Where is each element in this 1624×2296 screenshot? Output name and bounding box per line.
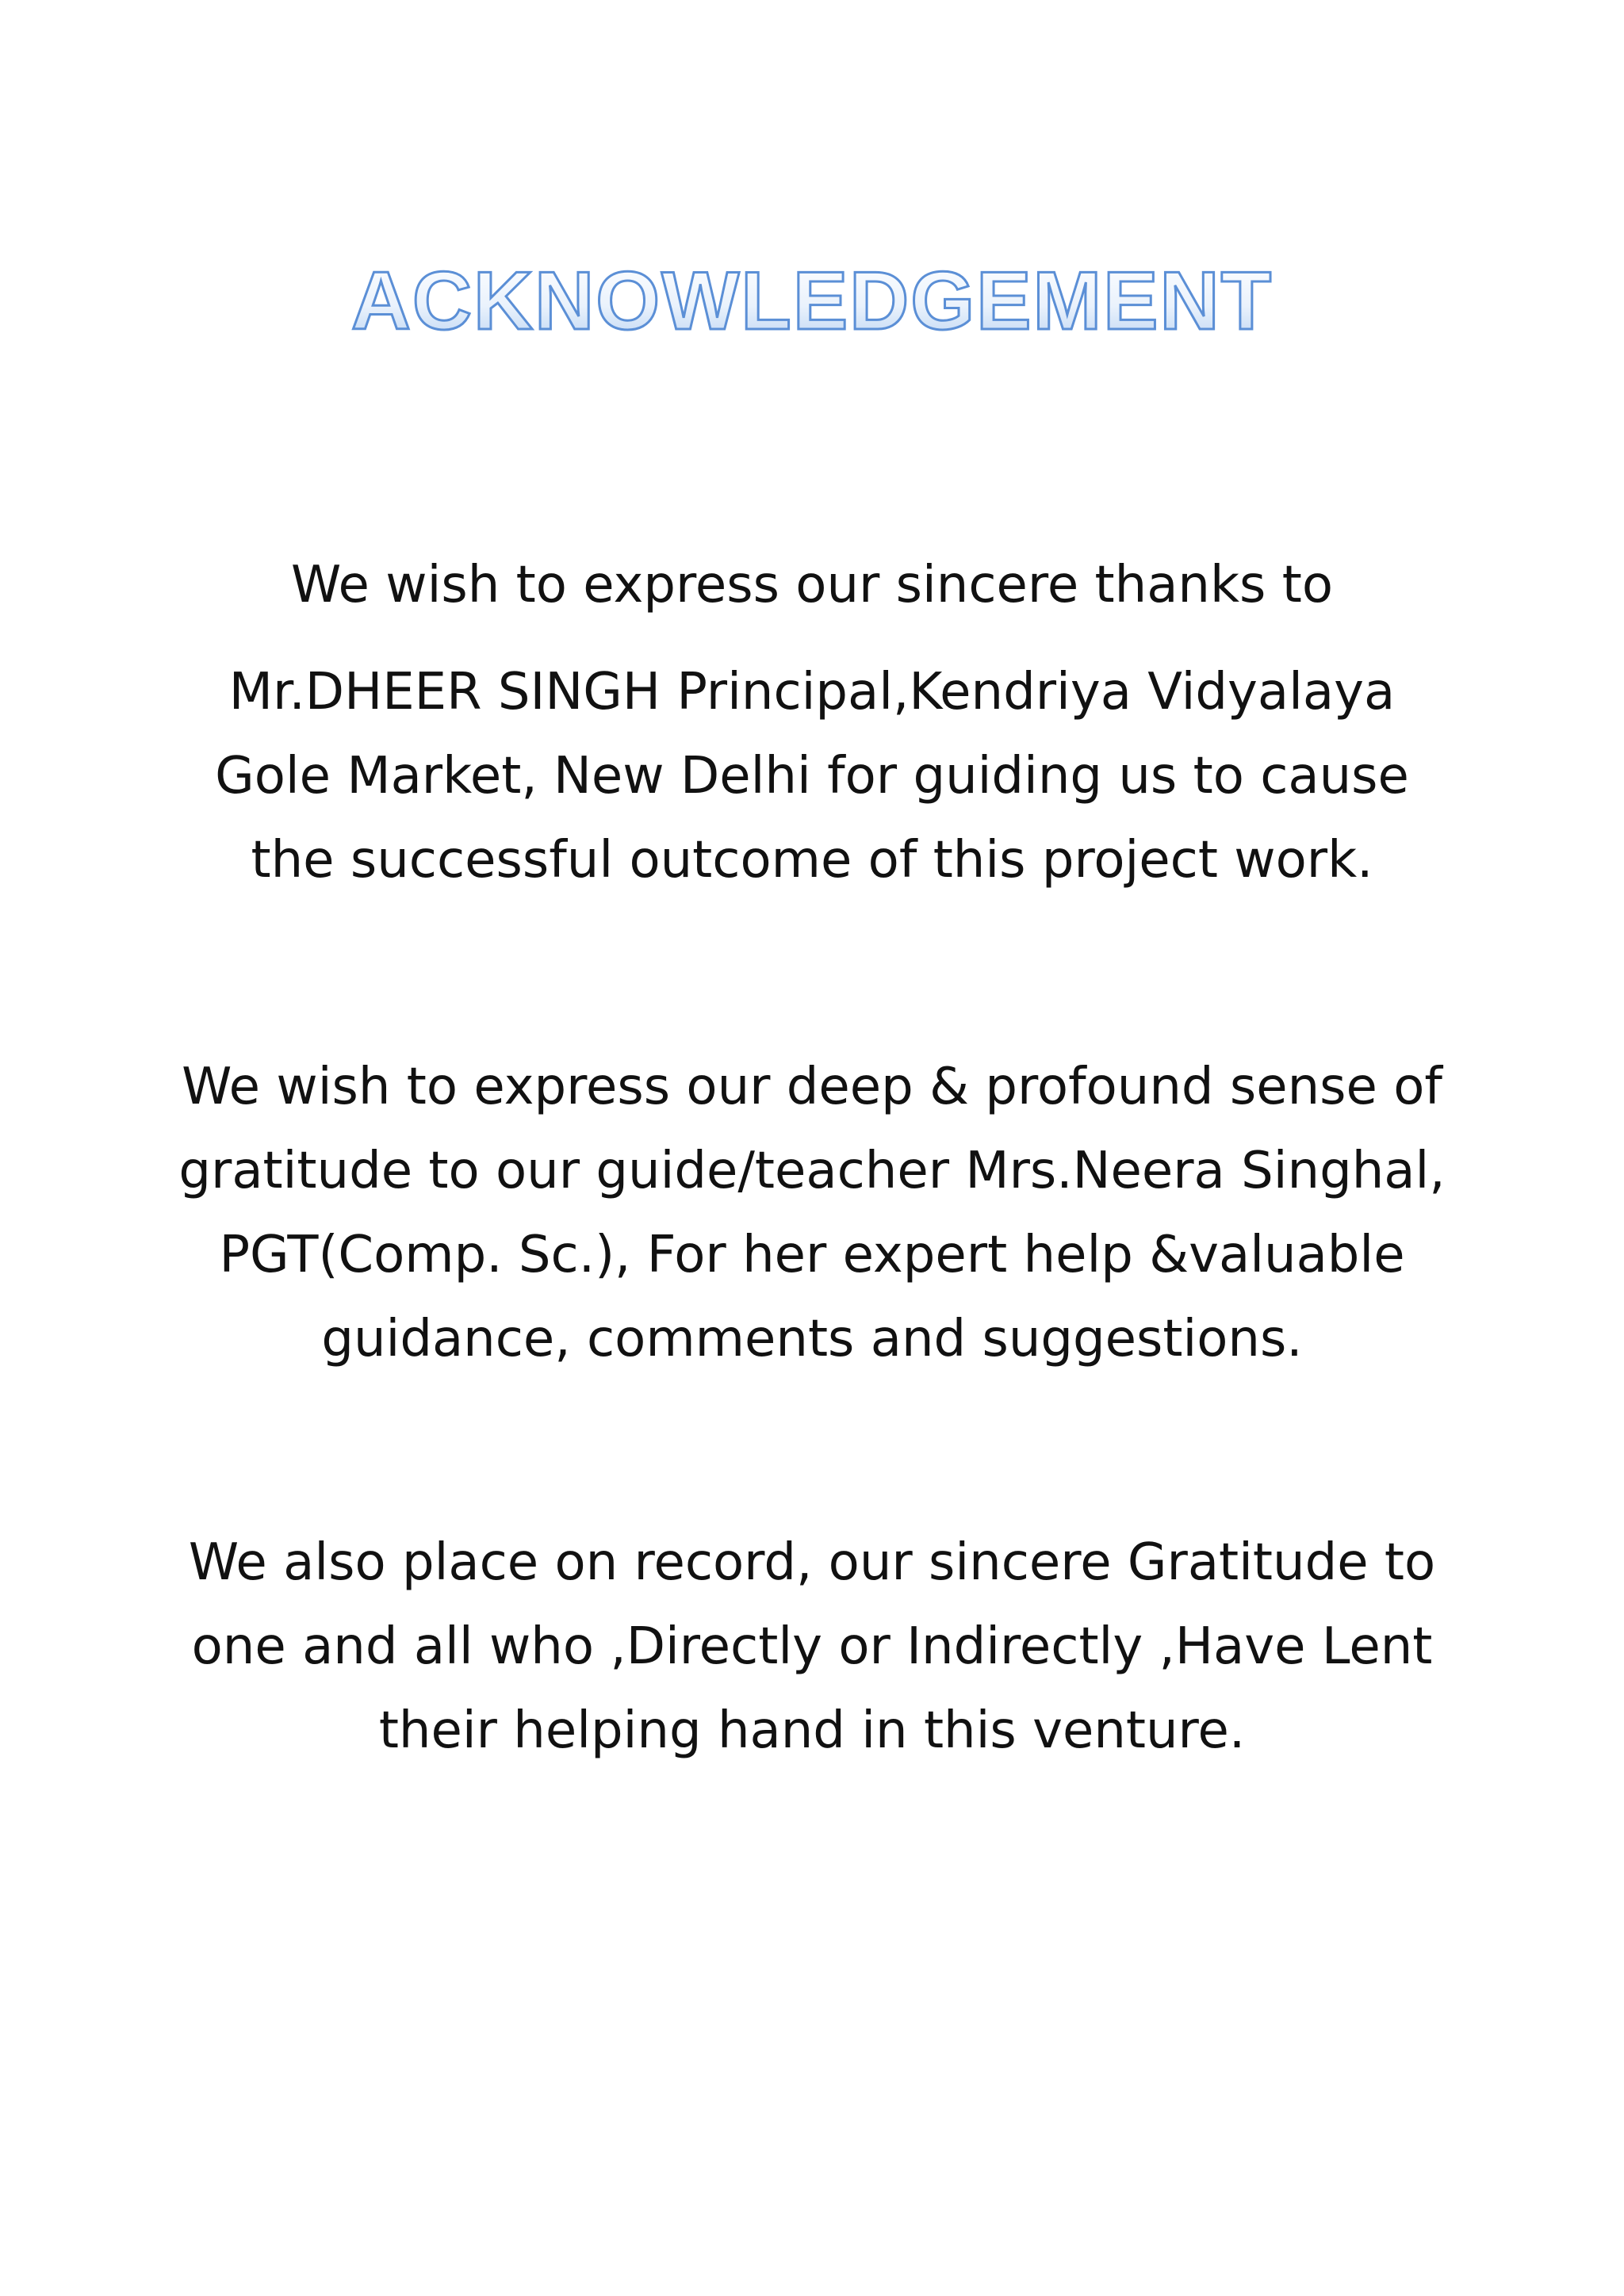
text-line: Gole Market, New Delhi for guiding us to cause <box>215 747 1409 806</box>
paragraph-teacher <box>159 1045 1465 1381</box>
page-title <box>0 254 1624 349</box>
text-line: their helping hand in this venture. <box>378 1701 1246 1760</box>
paragraph-principal <box>159 650 1465 902</box>
paragraph-thanks-intro <box>159 543 1465 627</box>
text-line: one and all who ,Directly or Indirectly ,Have Lent <box>191 1617 1433 1676</box>
text-line: the successful outcome of this project work. <box>251 831 1373 890</box>
title-wordart <box>336 254 1288 349</box>
text-line: Mr.DHEER SINGH Principal,Kendriya Vidyalaya <box>228 663 1396 721</box>
text-line: We wish to express our sincere thanks to <box>291 556 1333 614</box>
title-text: ACKNOWLEDGEMENT <box>350 255 1274 347</box>
text-line: guidance, comments and suggestions. <box>321 1310 1303 1368</box>
text-line: We wish to express our deep & profound sense of <box>182 1058 1442 1116</box>
text-line: PGT(Comp. Sc.), For her expert help &valuable <box>219 1226 1405 1284</box>
paragraph-gratitude <box>159 1521 1465 1773</box>
text-line: We also place on record, our sincere Gratitude to <box>188 1533 1436 1592</box>
text-line: gratitude to our guide/teacher Mrs.Neera Singhal, <box>178 1142 1446 1200</box>
